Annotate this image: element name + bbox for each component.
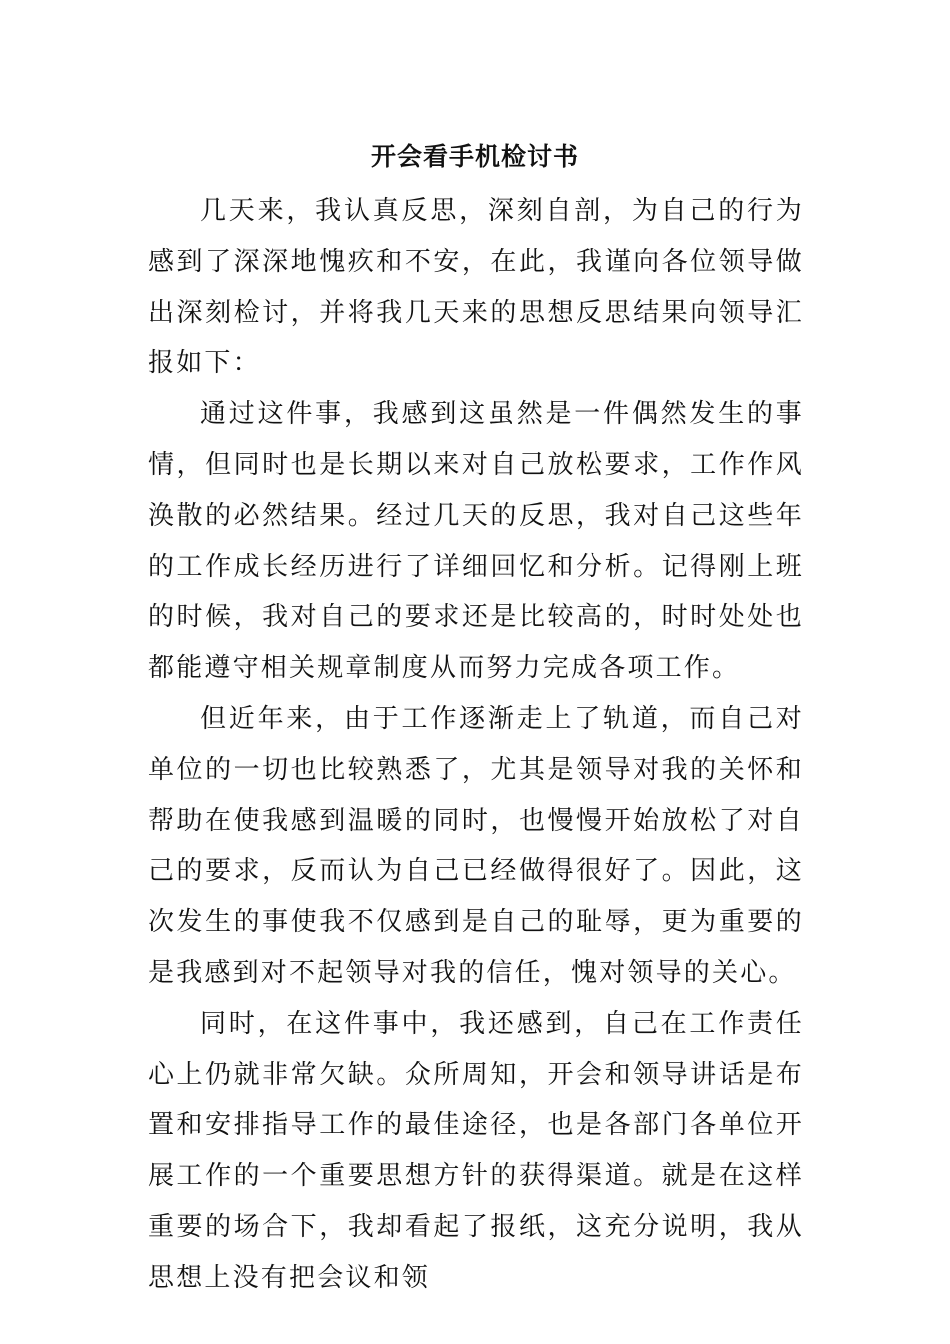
paragraph-4: 同时，在这件事中，我还感到，自己在工作责任心上仍就非常欠缺。众所周知，开会和领导讲话是布置和安排指导工作的最佳途径，也是各部门各单位开展工作的一个重要思想方针的获得渠道。就是在这样重要的场合下，我却看起了报纸，这充分说明，我从思想上没有把会议和领 — [148, 1008, 804, 1293]
paragraph-2: 通过这件事，我感到这虽然是一件偶然发生的事情，但同时也是长期以来对自己放松要求，工作作风涣散的必然结果。经过几天的反思，我对自己这些年的工作成长经历进行了详细回忆和分析。记得刚上班的时候，我对自己的要求还是比较高的，时时处处也都能遵守相关规章制度从而努力完成各项工作。 — [148, 399, 804, 684]
paragraph-3: 但近年来，由于工作逐渐走上了轨道，而自己对单位的一切也比较熟悉了，尤其是领导对我的关怀和帮助在使我感到温暖的同时，也慢慢开始放松了对自己的要求，反而认为自己已经做得很好了。因此，这次发生的事使我不仅感到是自己的耻辱，更为重要的是我感到对不起领导对我的信任，愧对领导的关心。 — [148, 703, 804, 988]
document-title: 开会看手机检讨书 — [370, 142, 579, 171]
document-body — [148, 186, 804, 1304]
paragraph-1: 几天来，我认真反思，深刻自剖，为自己的行为感到了深深地愧疚和不安，在此，我谨向各位领导做出深刻检讨，并将我几天来的思想反思结果向领导汇报如下： — [148, 196, 804, 379]
